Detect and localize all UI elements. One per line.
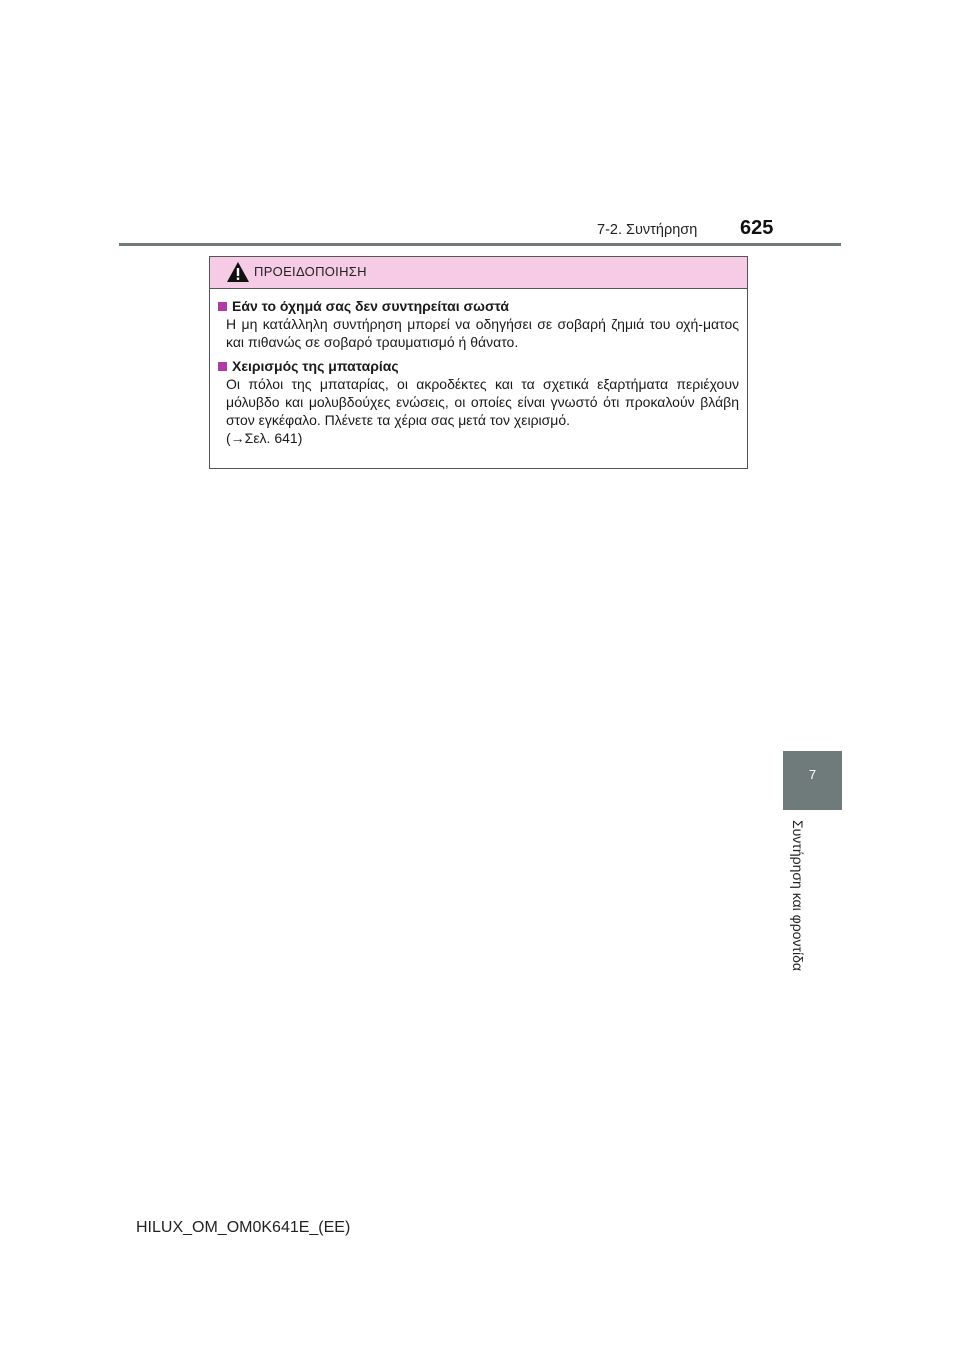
warning-item-heading-text: Χειρισμός της μπαταρίας [232, 358, 399, 374]
warning-body [210, 289, 747, 447]
square-bullet-icon [218, 302, 227, 311]
warning-item-heading [218, 297, 739, 315]
warning-header [210, 257, 747, 289]
header-section-title: 7-2. Συντήρηση [597, 222, 698, 238]
footer-document-code: HILUX_OM_OM0K641E_(EE) [136, 1219, 351, 1236]
page-reference-link[interactable]: (→Σελ. 641) [226, 430, 303, 446]
warning-item [218, 297, 739, 351]
warning-box [209, 256, 748, 469]
header-rule [119, 243, 841, 246]
warning-item-heading [218, 357, 739, 375]
chapter-side-label: Συντήρηση και φροντίδα [790, 820, 806, 971]
warning-item-heading-text: Εάν το όχημά σας δεν συντηρείται σωστά [232, 298, 509, 314]
warning-triangle-icon [226, 261, 250, 283]
chapter-tab[interactable] [783, 751, 842, 810]
square-bullet-icon [218, 362, 227, 371]
warning-item-text: Οι πόλοι της μπαταρίας, οι ακροδέκτες και τα σχετικά εξαρτήματα περιέχουν μόλυβδο και μολυβδούχες ενώσεις, οι οποίες είναι γνωστό ότι προκαλούν βλάβη στον εγκέφαλο. Πλένετε τα χέρια σας μετά τον χειρισμό. [226, 376, 739, 428]
warning-title: ΠΡΟΕΙΔΟΠΟΙΗΣΗ [254, 264, 367, 279]
page-number: 625 [740, 217, 774, 239]
warning-item-text: Η μη κατάλληλη συντήρηση μπορεί να οδηγήσει σε σοβαρή ζημιά του οχή-ματος και πιθανώς σε σοβαρό τραυματισμό ή θάνατο. [226, 316, 739, 350]
chapter-tab-number: 7 [808, 767, 817, 782]
warning-item [218, 357, 739, 447]
